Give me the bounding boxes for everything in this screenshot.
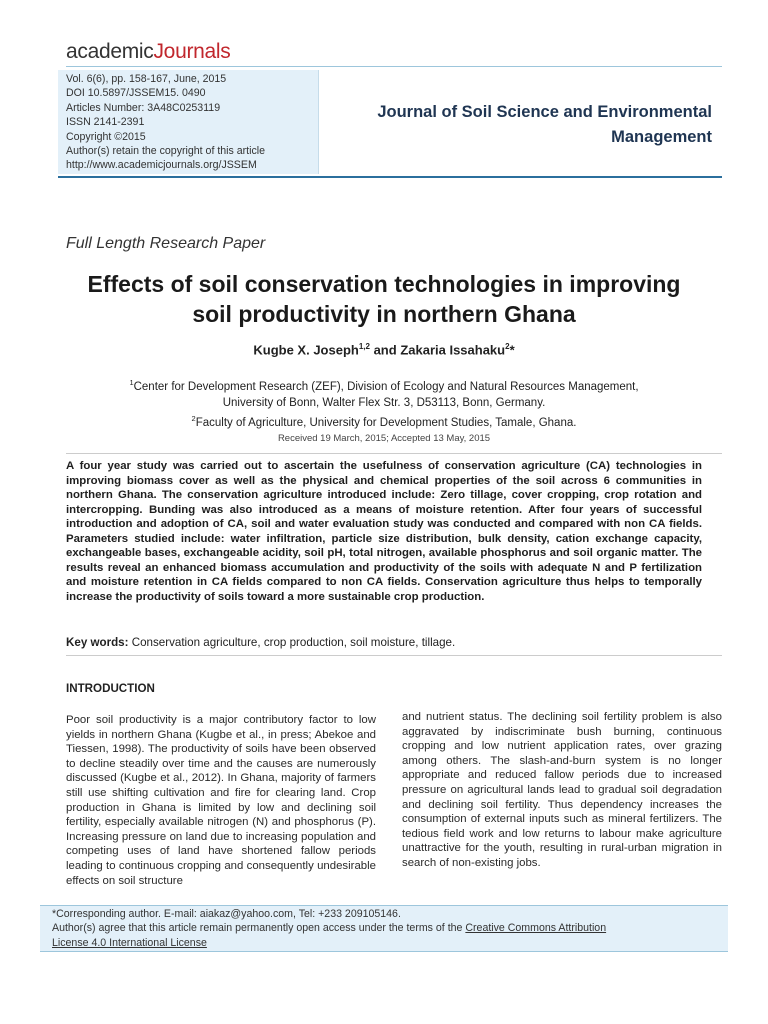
paper-title xyxy=(40,269,728,329)
paper-title-line2: soil productivity in northern Ghana xyxy=(192,301,576,327)
header-divider xyxy=(58,176,722,178)
author-list xyxy=(40,342,728,357)
footnote-text xyxy=(52,907,722,950)
logo-academic-text: academic xyxy=(66,40,154,63)
affil-1-marker: 1 xyxy=(129,378,134,387)
author-1-affil-marker: 1,2 xyxy=(358,342,370,351)
abstract-divider xyxy=(66,453,722,454)
affil-2-marker: 2 xyxy=(191,413,196,423)
author-1: Kugbe X. Joseph xyxy=(253,342,359,358)
article-info-lines xyxy=(66,72,265,173)
keywords xyxy=(66,636,722,649)
keywords-label: Key words: xyxy=(66,636,129,649)
keywords-divider xyxy=(66,655,722,656)
affiliation-1-line1: $^1$Center for Development Research (ZEF), Division of Ecology and Natural Resources Management, xyxy=(129,378,639,393)
journal-title-line2: Management xyxy=(611,128,712,146)
paper-type: Full Length Research Paper xyxy=(66,235,266,252)
corresponding-author-note: *Corresponding author. E-mail: aiakaz@yahoo.com, Tel: +233 209105146. xyxy=(52,908,401,920)
copyright-line: Copyright ©2015 xyxy=(66,130,146,143)
journal-title-line1: Journal of Soil Science and Environmental xyxy=(377,103,712,121)
affiliation-2: $^2$Faculty of Agriculture, University for Development Studies, Tamale, Ghana. xyxy=(191,413,577,429)
volume-line: Vol. 6(6), pp. 158-167, June, 2015 xyxy=(66,73,227,85)
doi-line[interactable]: DOI 10.5897/JSSEM15. 0490 xyxy=(66,87,206,100)
license-note: Author(s) agree that this article remain permanently open access under the terms of the Creative Commons Attribution xyxy=(52,922,607,935)
license-link-part1[interactable]: Creative Commons Attribution xyxy=(465,922,607,935)
affiliations xyxy=(40,375,728,431)
affiliation-1-line2: University of Bonn, Walter Flex Str. 3, D53113, Bonn, Germany. xyxy=(222,396,546,409)
logo-journals-text: Journals xyxy=(153,40,231,63)
received-accepted-dates: Received 19 March, 2015; Accepted 13 May, 2015 xyxy=(277,433,491,444)
abstract-text: A four year study was carried out to ascertain the usefulness of conservation agriculture (CA) technologies in improving biomass cover as well as the physical and chemical properties of the soil across 6 communities in northern Ghana. The conservation agriculture introduced include: Zero tillage, cover cropping, crop rotation and intercropping. Bunding was also introduced as a means of moisture retention. After four years of successful introduction and adoption of CA, soil and water evaluation study was conducted and compared with non CA fields. Parameters studied include: water infiltration, particle size distribution, bulk density, cation exchange capacity, exchangeable bases, exchangeable acidity, soil pH, total nitrogen, available phosphorus and soil organic matter. The results reveal an enhanced biomass accumulation and productivity of the soils with adequate N and P fertilization and moisture retention in CA fields compared to non CA fields. Conservation agriculture thus helps to temporally increase the productivity of soils toward a more sustainable crop production. xyxy=(66,460,702,603)
corresponding-star: * xyxy=(509,342,515,358)
paper-title-line1: Effects of soil conservation technologies in improving xyxy=(87,271,681,297)
copyright-retain-line: Author(s) retain the copyright of this article xyxy=(66,145,266,158)
article-number-line: Articles Number: 3A48C0253119 xyxy=(66,101,221,114)
author-join: and xyxy=(369,342,401,358)
author-2-affil-marker: 2 xyxy=(505,342,510,351)
journal-url-link[interactable]: http://www.academicjournals.org/JSSEM xyxy=(66,159,257,172)
header-top-divider xyxy=(66,66,722,67)
body-column-left: Poor soil productivity is a major contributory factor to low yields in northern Ghana (Kugbe et al., in press; Abekoe and Tiessen, 1998). The productivity of soils have been observed to decline steadily over time and the causes are numerously discussed (Kugbe et al., 2012). In Ghana, majority of farmers still use shifting cultivation and fire for clearing land. Crop production in Ghana is limited by low and declining soil fertility, especially available nitrogen (N) and phosphorus (P). Increasing pressure on land due to increasing population and competing uses of land have shortened fallow periods leading to continuous cropping and consequently undesirable effects on soil structure xyxy=(66,714,376,887)
section-heading-introduction: INTRODUCTION xyxy=(66,682,155,695)
keywords-text: Conservation agriculture, crop production, soil moisture, tillage. xyxy=(128,636,456,649)
publisher-logo xyxy=(66,40,230,64)
license-link-part2[interactable]: License 4.0 International License xyxy=(52,936,207,949)
journal-title xyxy=(340,100,712,150)
issn-line: ISSN 2141-2391 xyxy=(66,116,145,129)
author-2: Zakaria Issahaku xyxy=(400,342,506,358)
body-column-right: and nutrient status. The declining soil fertility problem is also aggravated by indiscriminate bush burning, continuous cropping and low nutrient application rates, over grazing among others. The slash-and-burn system is no longer appropriate and reduced fallow periods due to increased pressure on agricultural lands lead to gradual soil degradation and declining soil fertility. Thus dependency increases the consumption of external inputs such as mineral fertilizers. The tedious field work and low returns to labour make agriculture unattractive for the youth, resulting in rural-urban migration in search of non-existing jobs. xyxy=(402,711,722,869)
